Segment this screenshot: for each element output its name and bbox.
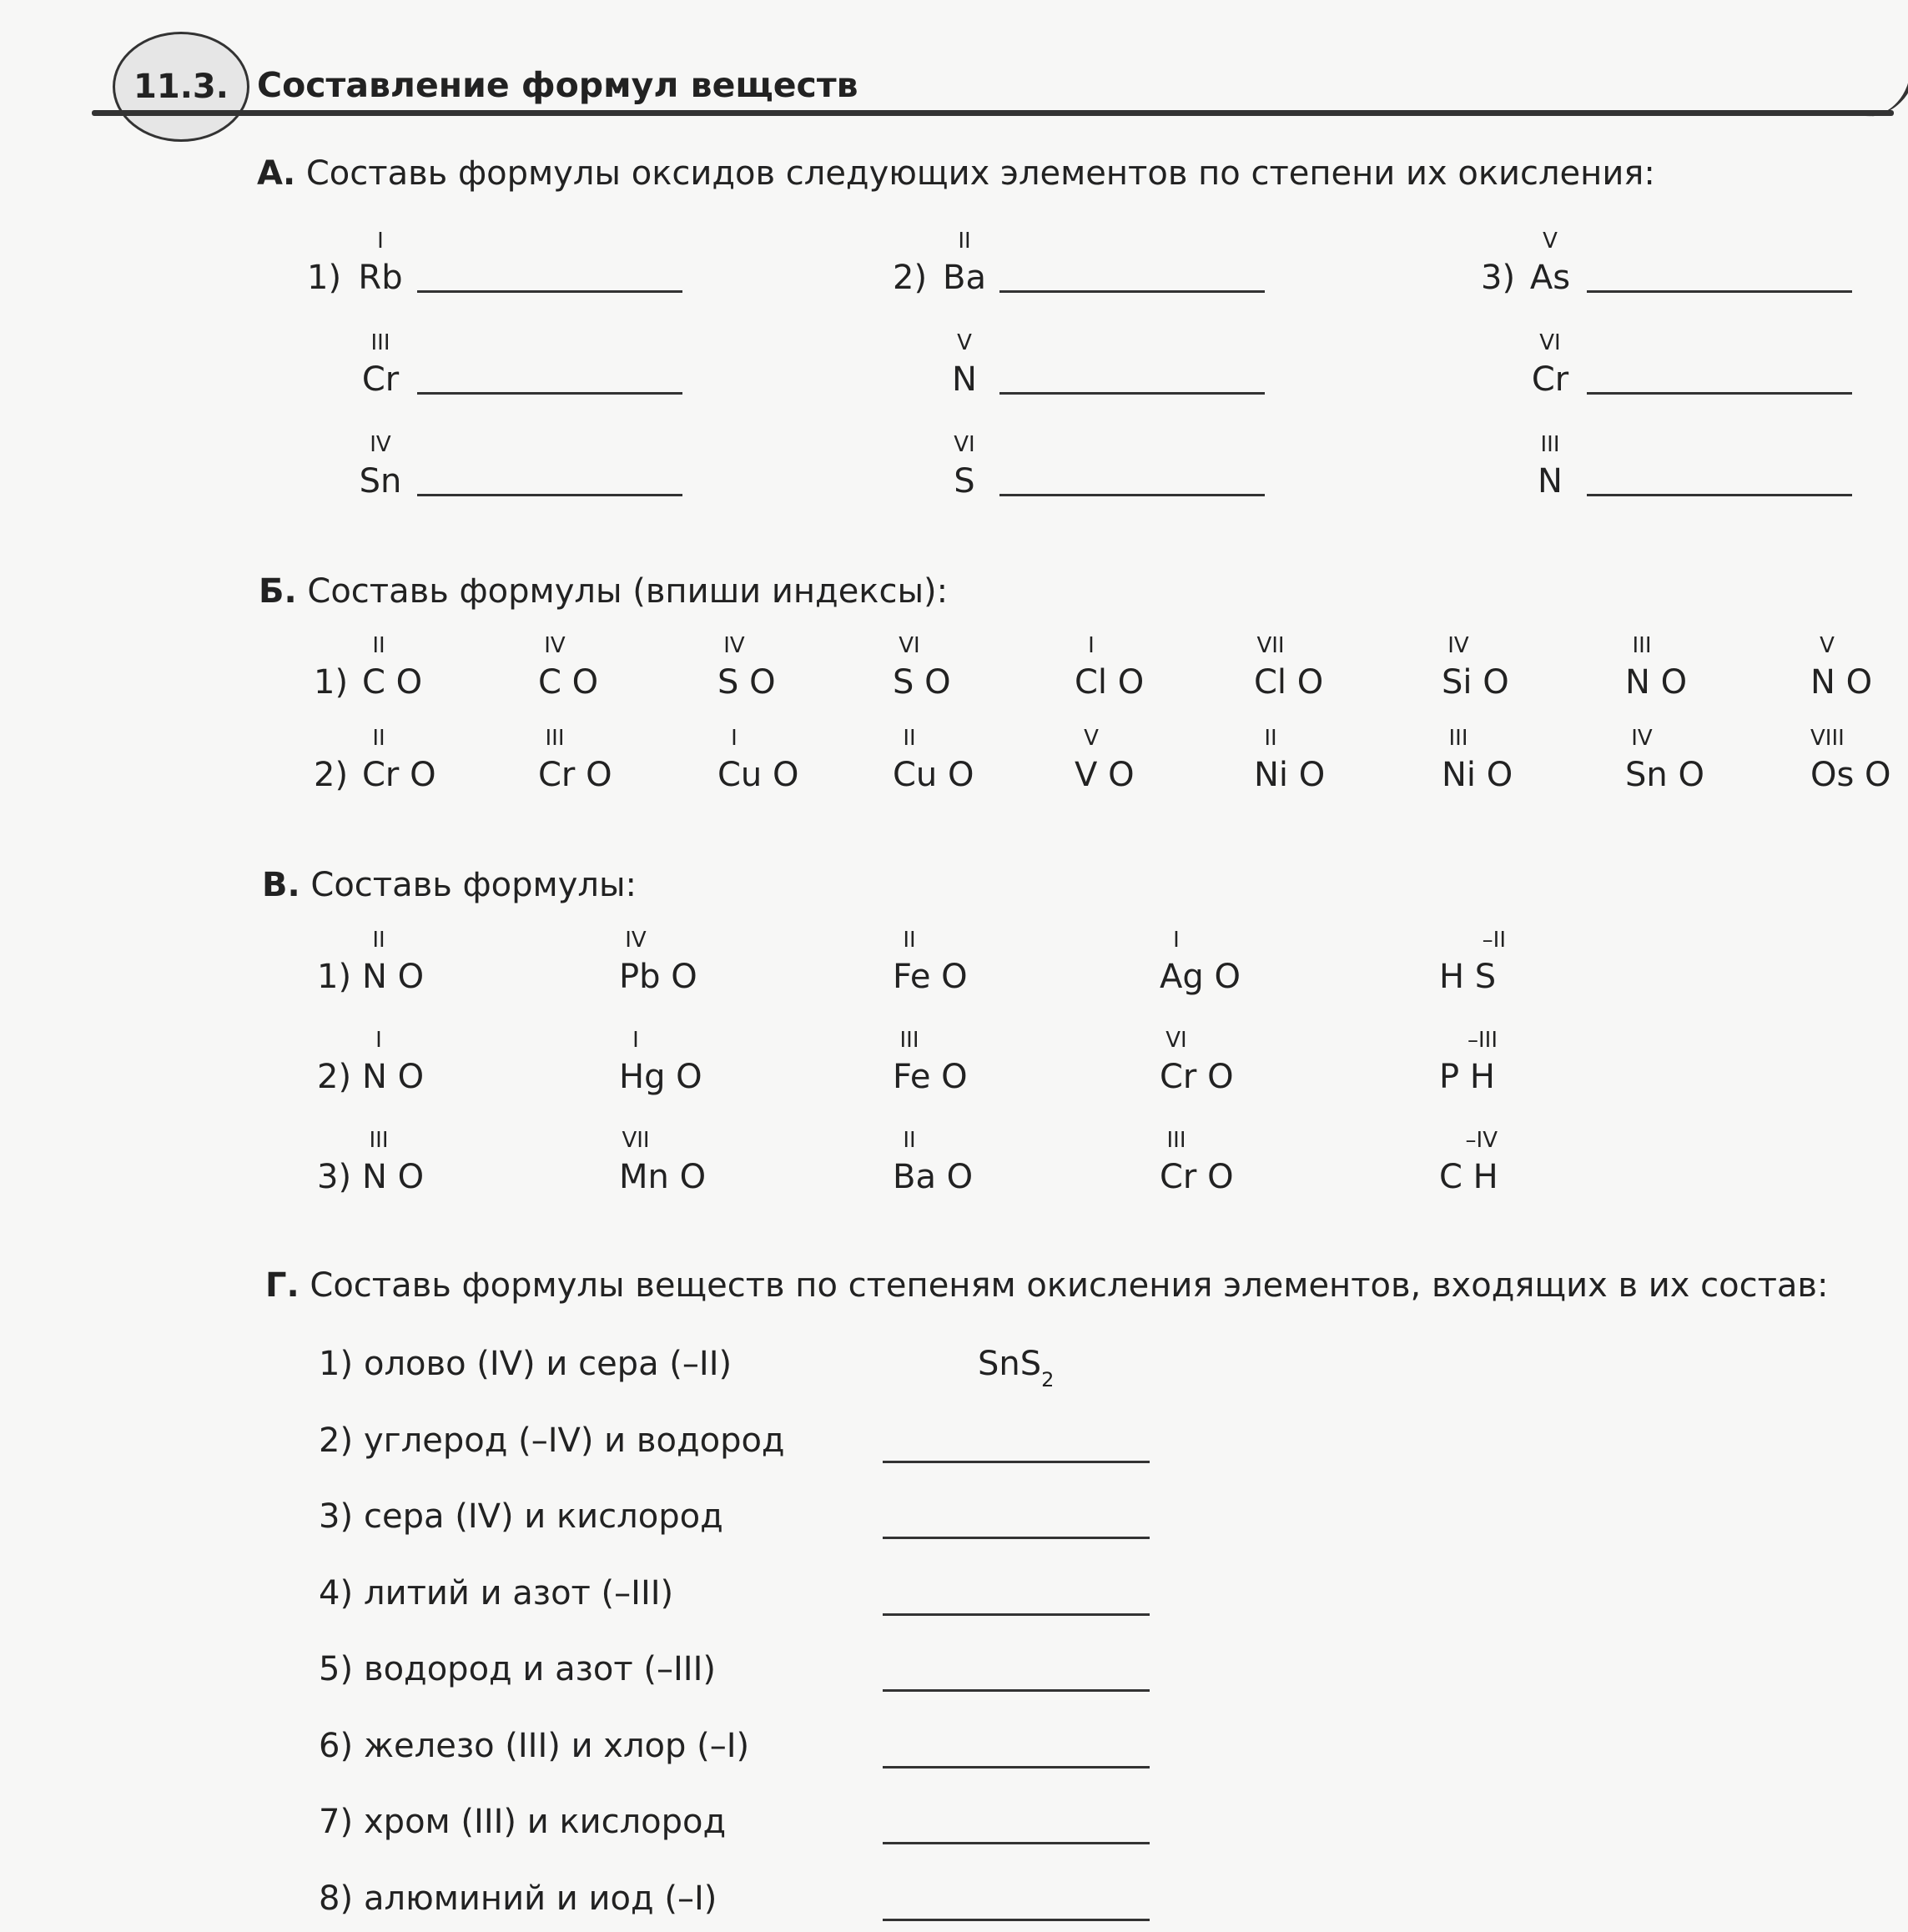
- list-item-text: сера (IV) и кислород: [364, 1497, 723, 1536]
- oxidation-state: V: [957, 330, 972, 355]
- oxidation-state: VII: [622, 1128, 650, 1153]
- example-formula: SnS: [978, 1345, 1042, 1383]
- answer-line[interactable]: [883, 1537, 1150, 1539]
- list-item-text: олово (IV) и сера (–II): [364, 1345, 732, 1383]
- formula: P H: [1439, 1058, 1495, 1096]
- list-item-number: 1): [319, 1345, 354, 1383]
- oxidation-state: IV: [723, 633, 745, 658]
- row-number: 3): [317, 1158, 352, 1196]
- formula: N O: [1810, 663, 1873, 702]
- formula: Cl O: [1075, 663, 1145, 702]
- section-a-heading: [257, 154, 1655, 193]
- formula: S O: [893, 663, 951, 702]
- formula: C O: [362, 663, 423, 702]
- section-b-letter: Б.: [259, 572, 297, 611]
- list-item-number: 7): [319, 1803, 354, 1841]
- answer-line[interactable]: [1587, 392, 1852, 395]
- row-number: 1): [317, 958, 352, 996]
- formula: Cr O: [538, 756, 612, 794]
- oxidation-state: I: [632, 1028, 639, 1053]
- answer-line[interactable]: [999, 494, 1265, 496]
- formula: Mn O: [619, 1158, 707, 1196]
- oxidation-state: I: [377, 229, 384, 254]
- formula: Cl O: [1254, 663, 1324, 702]
- formula: Cr O: [1160, 1058, 1234, 1096]
- oxidation-state: VI: [954, 432, 975, 457]
- element-symbol: Ba: [943, 259, 986, 297]
- answer-line[interactable]: [417, 290, 682, 293]
- formula: C O: [538, 663, 599, 702]
- element-symbol: Cr: [1531, 360, 1569, 399]
- oxidation-state: IV: [544, 633, 566, 658]
- answer-line[interactable]: [883, 1842, 1150, 1844]
- formula: Fe O: [893, 958, 968, 996]
- oxidation-state: III: [545, 726, 565, 751]
- element-symbol: Cr: [361, 360, 400, 399]
- oxidation-state: –III: [1467, 1028, 1498, 1053]
- oxidation-state: III: [1448, 726, 1468, 751]
- list-item-text: водород и азот (–III): [364, 1650, 716, 1688]
- formula: Ba O: [893, 1158, 974, 1196]
- answer-line[interactable]: [883, 1689, 1150, 1692]
- oxidation-state: II: [903, 1128, 916, 1153]
- section-v-letter: В.: [262, 866, 300, 904]
- oxidation-state: –IV: [1465, 1128, 1498, 1153]
- oxidation-state: I: [731, 726, 738, 751]
- oxidation-state: III: [1540, 432, 1560, 457]
- element-symbol: Rb: [358, 259, 403, 297]
- header-rule: [92, 110, 1894, 116]
- oxidation-state: II: [1264, 726, 1277, 751]
- list-item-number: 6): [319, 1726, 354, 1765]
- example-subscript: 2: [1041, 1368, 1055, 1391]
- oxidation-state: II: [372, 726, 385, 751]
- formula: S O: [717, 663, 776, 702]
- element-symbol: S: [954, 462, 975, 501]
- oxidation-state: I: [1088, 633, 1095, 658]
- oxidation-state: I: [1173, 928, 1180, 953]
- header-rule-curl: [1860, 58, 1908, 117]
- answer-line[interactable]: [999, 392, 1265, 395]
- oxidation-state: VI: [1539, 330, 1561, 355]
- formula: Os O: [1810, 756, 1891, 794]
- formula: Fe O: [893, 1058, 968, 1096]
- section-g-letter: Г.: [265, 1266, 300, 1305]
- row-number: 2): [314, 756, 349, 794]
- answer-line[interactable]: [883, 1461, 1150, 1463]
- answer-line[interactable]: [883, 1919, 1150, 1921]
- section-b-heading: [259, 572, 948, 611]
- oxidation-state: V: [1543, 229, 1558, 254]
- formula: Sn O: [1625, 756, 1704, 794]
- section-a-text: Составь формулы оксидов следующих элементов по степени их окисления:: [305, 154, 1655, 193]
- formula: Cr O: [362, 756, 436, 794]
- section-v-text: Составь формулы:: [310, 866, 637, 904]
- section-a-item-number: 2): [893, 259, 928, 297]
- formula: Pb O: [619, 958, 697, 996]
- formula: Ni O: [1442, 756, 1513, 794]
- oxidation-state: III: [369, 1128, 389, 1153]
- list-item-number: 2): [319, 1421, 354, 1460]
- oxidation-state: III: [1166, 1128, 1186, 1153]
- formula: N O: [1625, 663, 1688, 702]
- oxidation-state: VII: [1256, 633, 1285, 658]
- list-item-text: литий и азот (–III): [364, 1573, 674, 1613]
- list-item-text: алюминий и иод (–I): [364, 1879, 717, 1918]
- formula: Ni O: [1254, 756, 1326, 794]
- example-answer: [978, 1345, 1055, 1391]
- answer-line[interactable]: [1587, 494, 1852, 496]
- section-a-item-number: 1): [307, 259, 342, 297]
- answer-line[interactable]: [999, 290, 1265, 293]
- oxidation-state: V: [1820, 633, 1835, 658]
- formula: Cu O: [717, 756, 799, 794]
- formula: N O: [362, 958, 425, 996]
- oxidation-state: VI: [1165, 1028, 1187, 1053]
- list-item-number: 4): [319, 1573, 354, 1613]
- oxidation-state: IV: [625, 928, 647, 953]
- element-symbol: As: [1529, 259, 1571, 297]
- exercise-number: 11.3.: [113, 32, 249, 142]
- oxidation-state: I: [375, 1028, 382, 1053]
- answer-line[interactable]: [883, 1766, 1150, 1768]
- section-g-text: Составь формулы веществ по степеням окисления элементов, входящих в их состав:: [310, 1266, 1829, 1305]
- formula: V O: [1075, 756, 1135, 794]
- list-item-number: 8): [319, 1879, 354, 1918]
- oxidation-state: II: [903, 726, 916, 751]
- row-number: 2): [317, 1058, 352, 1096]
- oxidation-state: III: [370, 330, 390, 355]
- oxidation-state: VI: [899, 633, 920, 658]
- formula: Hg O: [619, 1058, 702, 1096]
- page-title: Составление формул веществ: [257, 65, 858, 105]
- section-g-heading: [265, 1266, 1828, 1305]
- list-item-text: углерод (–IV) и водород: [364, 1421, 785, 1460]
- row-number: 1): [314, 663, 349, 702]
- formula: Cr O: [1160, 1158, 1234, 1196]
- formula: Cu O: [893, 756, 974, 794]
- answer-line[interactable]: [417, 392, 682, 395]
- answer-line[interactable]: [1587, 290, 1852, 293]
- element-symbol: N: [952, 360, 977, 399]
- oxidation-state: II: [903, 928, 916, 953]
- element-symbol: Sn: [359, 462, 402, 501]
- oxidation-state: IV: [1447, 633, 1469, 658]
- list-item-text: железо (III) и хлор (–I): [364, 1726, 750, 1765]
- list-item-number: 3): [319, 1497, 354, 1536]
- element-symbol: N: [1538, 462, 1563, 501]
- oxidation-state: II: [372, 633, 385, 658]
- formula: N O: [362, 1158, 425, 1196]
- list-item-text: хром (III) и кислород: [364, 1803, 727, 1841]
- oxidation-state: V: [1084, 726, 1099, 751]
- oxidation-state: VIII: [1810, 726, 1845, 751]
- list-item-number: 5): [319, 1650, 354, 1688]
- oxidation-state: III: [899, 1028, 919, 1053]
- oxidation-state: III: [1632, 633, 1652, 658]
- oxidation-state: IV: [370, 432, 391, 457]
- oxidation-state: –II: [1482, 928, 1506, 953]
- formula: C H: [1439, 1158, 1498, 1196]
- section-b-text: Составь формулы (впиши индексы):: [307, 572, 949, 611]
- formula: Ag O: [1160, 958, 1241, 996]
- oxidation-state: IV: [1631, 726, 1653, 751]
- section-v-heading: [262, 866, 637, 904]
- formula: N O: [362, 1058, 425, 1096]
- answer-line[interactable]: [417, 494, 682, 496]
- oxidation-state: II: [958, 229, 971, 254]
- formula: H S: [1439, 958, 1497, 996]
- section-a-item-number: 3): [1481, 259, 1516, 297]
- formula: Si O: [1442, 663, 1509, 702]
- section-a-letter: А.: [257, 154, 296, 193]
- answer-line[interactable]: [883, 1613, 1150, 1616]
- oxidation-state: II: [372, 928, 385, 953]
